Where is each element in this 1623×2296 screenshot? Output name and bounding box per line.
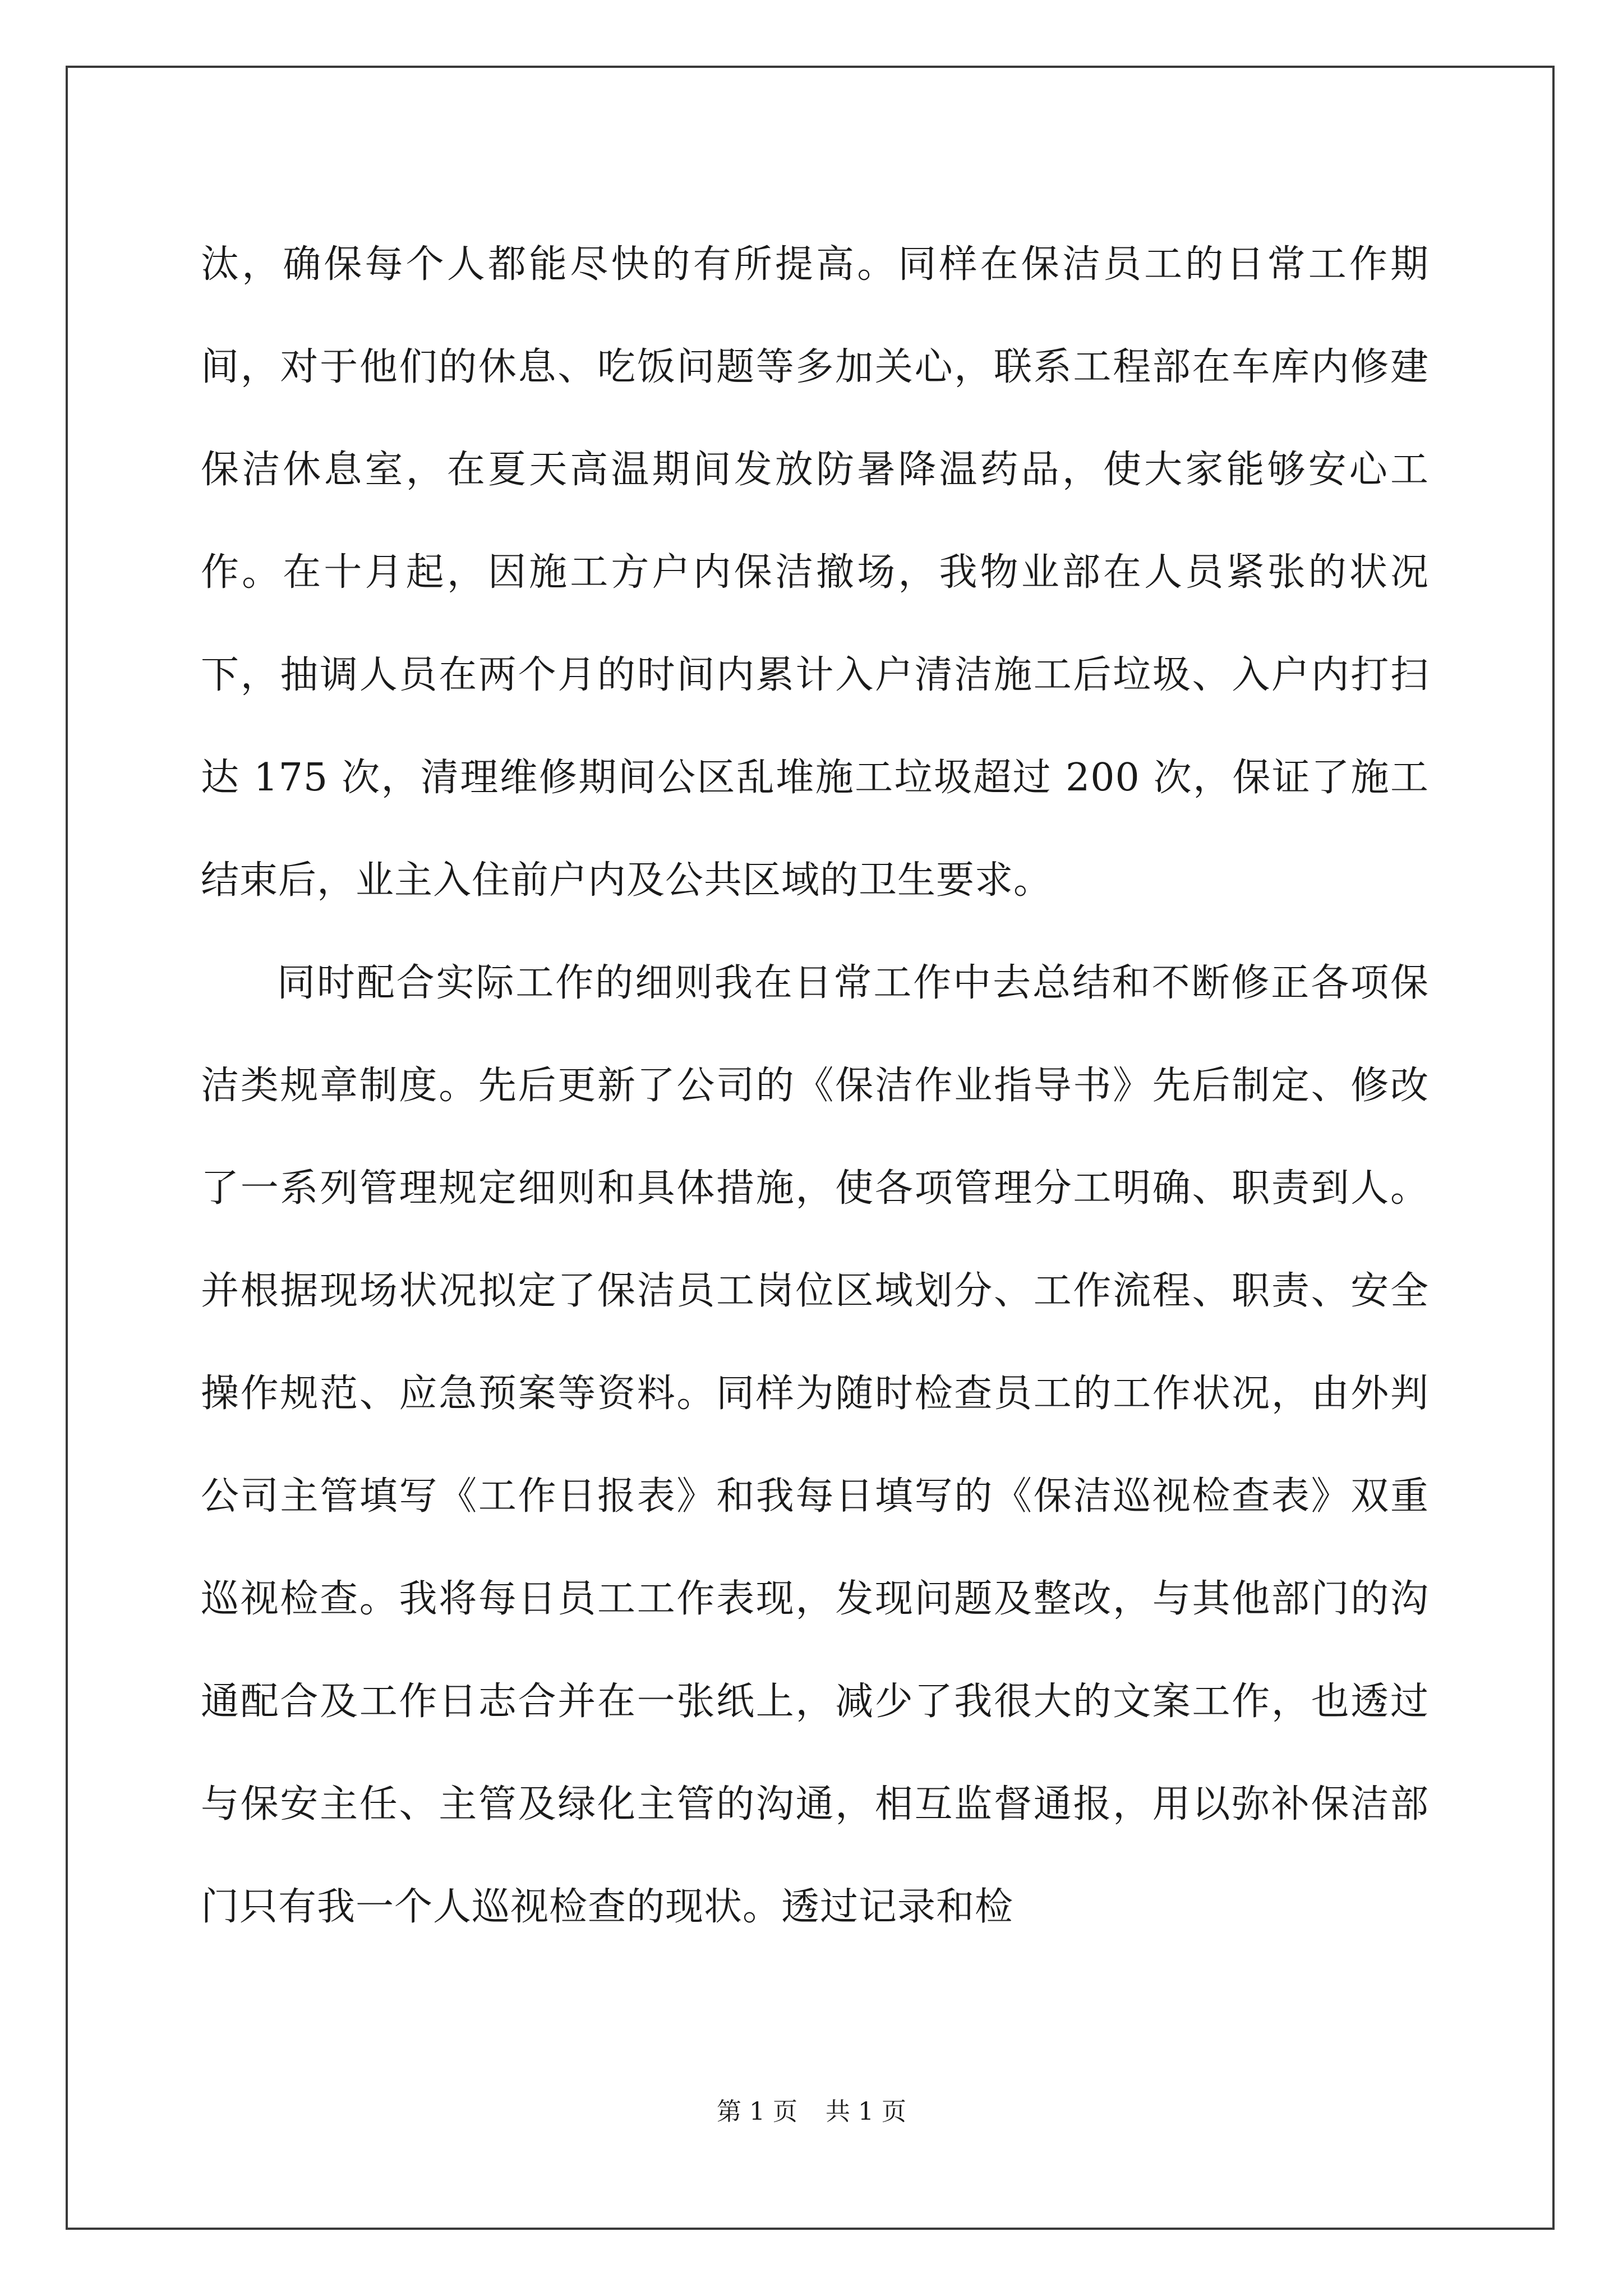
page-number: 第 1 页 [717, 2097, 797, 2126]
document-body [201, 213, 1429, 1958]
page-footer [0, 2095, 1623, 2129]
paragraph-2: 同时配合实际工作的细则我在日常工作中去总结和不断修正各项保洁类规章制度。先后更新了公司的《保洁作业指导书》先后制定、修改了一系列管理规定细则和具体措施，使各项管理分工明确、职责到人。并根据现场状况拟定了保洁员工岗位区域划分、工作流程、职责、安全操作规范、应急预案等资料。同样为随时检查员工的工作状况，由外判公司主管填写《工作日报表》和我每日填写的《保洁巡视检查表》双重巡视检查。我将每日员工工作表现，发现问题及整改，与其他部门的沟通配合及工作日志合并在一张纸上，减少了我很大的文案工作，也透过与保安主任、主管及绿化主管的沟通，相互监督通报，用以弥补保洁部门只有我一个人巡视检查的现状。透过记录和检 [201, 961, 1429, 1929]
paragraph-1: 汰，确保每个人都能尽快的有所提高。同样在保洁员工的日常工作期间，对于他们的休息、吃饭问题等多加关心，联系工程部在车库内修建保洁休息室，在夏天高温期间发放防暑降温药品，使大家能够安心工作。在十月起，因施工方户内保洁撤场，我物业部在人员紧张的状况下，抽调人员在两个月的时间内累计入户清洁施工后垃圾、入户内打扫达 175 次，清理维修期间公区乱堆施工垃圾超过 200 次，保证了施工结束后，业主入住前户内及公共区域的卫生要求。 [201, 242, 1429, 903]
page-total: 共 1 页 [826, 2097, 906, 2126]
